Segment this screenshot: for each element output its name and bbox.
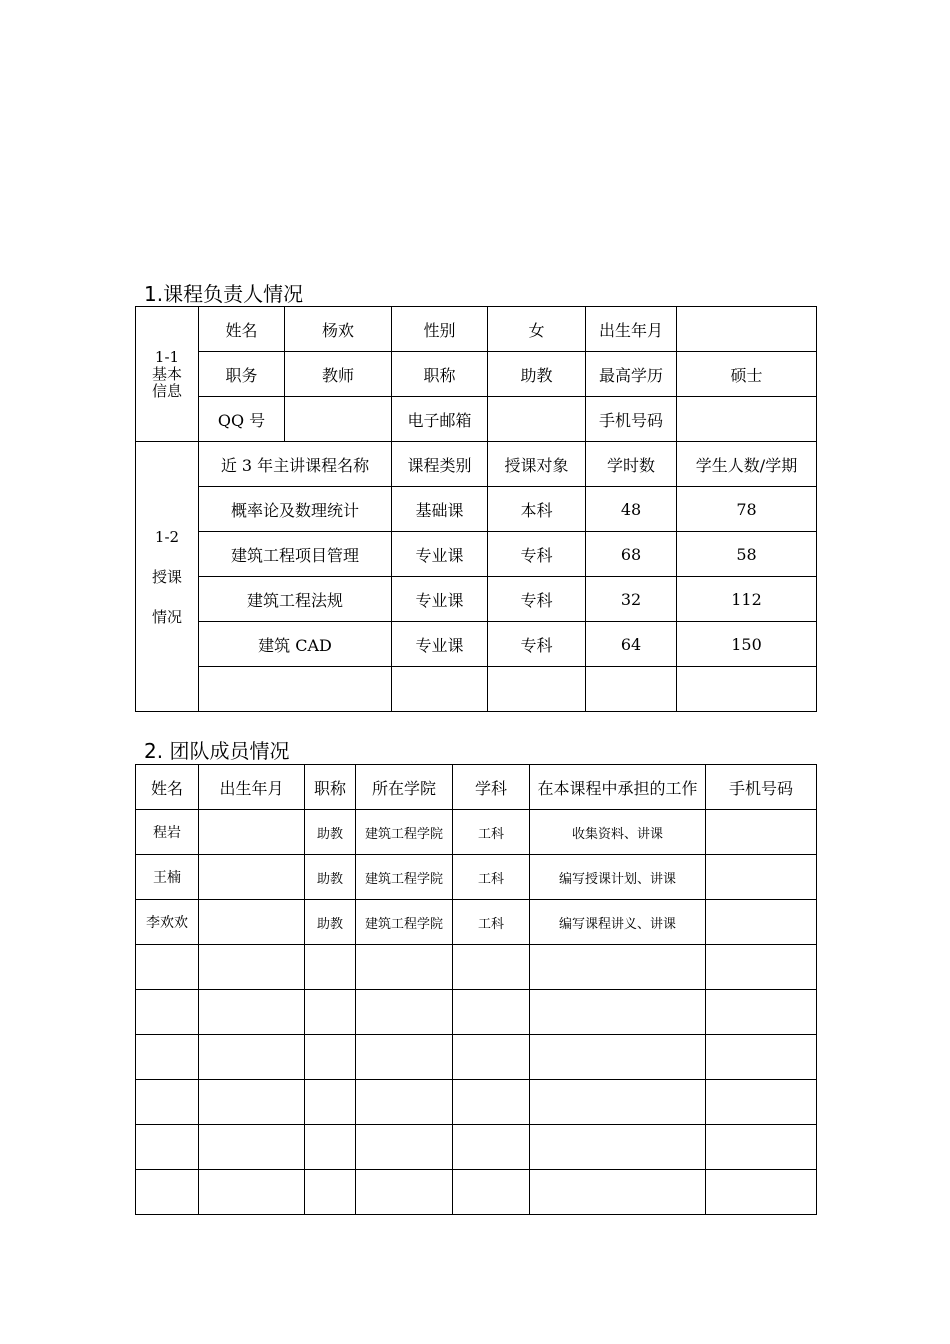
member-title	[305, 1080, 356, 1125]
member-name: 李欢欢	[136, 900, 199, 945]
header-birth: 出生年月	[199, 765, 305, 810]
qq-label: QQ 号	[199, 397, 285, 442]
member-birth	[199, 810, 305, 855]
course-type-cell: 专业课	[392, 577, 488, 622]
teaching-header-row	[136, 442, 817, 487]
students-cell: 78	[677, 487, 817, 532]
name-label: 姓名	[199, 307, 285, 352]
member-birth	[199, 1170, 305, 1215]
audience-cell	[488, 667, 586, 712]
audience-cell: 专科	[488, 532, 586, 577]
member-college	[356, 1080, 453, 1125]
name-value: 杨欢	[285, 307, 392, 352]
basic-info-row-1	[136, 307, 817, 352]
phone-label: 手机号码	[586, 397, 677, 442]
member-duty	[530, 945, 706, 990]
section2-title: 2. 团队成员情况	[144, 739, 290, 763]
member-duty	[530, 1080, 706, 1125]
member-duty	[530, 990, 706, 1035]
member-discipline: 工科	[453, 810, 530, 855]
member-name	[136, 1170, 199, 1215]
member-title	[305, 1170, 356, 1215]
team-row	[136, 990, 817, 1035]
hours-cell: 48	[586, 487, 677, 532]
header-discipline: 学科	[453, 765, 530, 810]
header-duty: 在本课程中承担的工作	[530, 765, 706, 810]
header-name: 姓名	[136, 765, 199, 810]
member-duty	[530, 1170, 706, 1215]
teaching-row	[136, 532, 817, 577]
member-birth	[199, 855, 305, 900]
gender-label: 性别	[392, 307, 488, 352]
member-name	[136, 990, 199, 1035]
audience-cell: 本科	[488, 487, 586, 532]
course-type-cell	[392, 667, 488, 712]
course-name-cell: 建筑工程法规	[199, 577, 392, 622]
member-college: 建筑工程学院	[356, 900, 453, 945]
header-course-name: 近 3 年主讲课程名称	[199, 442, 392, 487]
course-name-cell: 建筑 CAD	[199, 622, 392, 667]
member-duty	[530, 1125, 706, 1170]
member-college	[356, 1125, 453, 1170]
member-phone	[706, 1170, 817, 1215]
students-cell: 58	[677, 532, 817, 577]
member-duty: 编写课程讲义、讲课	[530, 900, 706, 945]
birth-value	[677, 307, 817, 352]
qq-value	[285, 397, 392, 442]
course-name-cell	[199, 667, 392, 712]
course-name-cell: 建筑工程项目管理	[199, 532, 392, 577]
teaching-label-line: 1-2	[154, 527, 180, 546]
team-row	[136, 945, 817, 990]
member-discipline	[453, 1125, 530, 1170]
basic-info-label-line: 信息	[151, 381, 182, 400]
member-phone	[706, 990, 817, 1035]
member-college	[356, 990, 453, 1035]
degree-value: 硕士	[677, 352, 817, 397]
title-label: 职称	[392, 352, 488, 397]
member-name	[136, 1035, 199, 1080]
course-type-cell: 专业课	[392, 622, 488, 667]
course-type-cell: 基础课	[392, 487, 488, 532]
teaching-label-line: 情况	[151, 607, 182, 626]
member-name	[136, 1080, 199, 1125]
header-course-type: 课程类别	[392, 442, 488, 487]
member-birth	[199, 1035, 305, 1080]
audience-cell: 专科	[488, 577, 586, 622]
team-row	[136, 1125, 817, 1170]
position-label: 职务	[199, 352, 285, 397]
team-row	[136, 810, 817, 855]
teaching-label-line: 授课	[151, 567, 182, 586]
students-cell: 112	[677, 577, 817, 622]
course-leader-table	[135, 306, 817, 712]
member-discipline	[453, 990, 530, 1035]
birth-label: 出生年月	[586, 307, 677, 352]
member-title: 助教	[305, 810, 356, 855]
member-name	[136, 945, 199, 990]
audience-cell: 专科	[488, 622, 586, 667]
member-birth	[199, 990, 305, 1035]
basic-info-row-2	[136, 352, 817, 397]
teaching-row	[136, 577, 817, 622]
member-discipline	[453, 1170, 530, 1215]
member-title	[305, 945, 356, 990]
section1-title: 1.课程负责人情况	[144, 282, 304, 306]
course-type-cell: 专业课	[392, 532, 488, 577]
member-college	[356, 945, 453, 990]
member-college: 建筑工程学院	[356, 810, 453, 855]
member-phone	[706, 1035, 817, 1080]
member-discipline: 工科	[453, 900, 530, 945]
header-phone: 手机号码	[706, 765, 817, 810]
member-name: 王楠	[136, 855, 199, 900]
header-hours: 学时数	[586, 442, 677, 487]
basic-info-label-line: 1-1	[154, 347, 180, 366]
team-row	[136, 855, 817, 900]
member-phone	[706, 1125, 817, 1170]
team-row	[136, 1080, 817, 1125]
position-value: 教师	[285, 352, 392, 397]
member-birth	[199, 1125, 305, 1170]
students-cell	[677, 667, 817, 712]
hours-cell: 32	[586, 577, 677, 622]
member-college	[356, 1170, 453, 1215]
member-college	[356, 1035, 453, 1080]
header-college: 所在学院	[356, 765, 453, 810]
email-value	[488, 397, 586, 442]
team-header-row	[136, 765, 817, 810]
member-duty: 编写授课计划、讲课	[530, 855, 706, 900]
basic-info-label	[136, 307, 199, 442]
team-members-table	[135, 764, 817, 1215]
member-phone	[706, 900, 817, 945]
member-duty: 收集资料、讲课	[530, 810, 706, 855]
title-value: 助教	[488, 352, 586, 397]
member-college: 建筑工程学院	[356, 855, 453, 900]
member-discipline	[453, 1035, 530, 1080]
students-cell: 150	[677, 622, 817, 667]
member-name: 程岩	[136, 810, 199, 855]
degree-label: 最高学历	[586, 352, 677, 397]
member-birth	[199, 945, 305, 990]
member-discipline	[453, 1080, 530, 1125]
team-row	[136, 900, 817, 945]
team-row	[136, 1170, 817, 1215]
member-title: 助教	[305, 900, 356, 945]
hours-cell: 64	[586, 622, 677, 667]
member-phone	[706, 855, 817, 900]
header-audience: 授课对象	[488, 442, 586, 487]
hours-cell: 68	[586, 532, 677, 577]
teaching-row	[136, 487, 817, 532]
member-birth	[199, 1080, 305, 1125]
member-discipline: 工科	[453, 855, 530, 900]
member-phone	[706, 945, 817, 990]
teaching-row	[136, 667, 817, 712]
member-duty	[530, 1035, 706, 1080]
gender-value: 女	[488, 307, 586, 352]
teaching-row	[136, 622, 817, 667]
member-title	[305, 1035, 356, 1080]
member-name	[136, 1125, 199, 1170]
email-label: 电子邮箱	[392, 397, 488, 442]
header-title: 职称	[305, 765, 356, 810]
header-students: 学生人数/学期	[677, 442, 817, 487]
phone-value	[677, 397, 817, 442]
course-name-cell: 概率论及数理统计	[199, 487, 392, 532]
member-phone	[706, 1080, 817, 1125]
hours-cell	[586, 667, 677, 712]
member-title	[305, 1125, 356, 1170]
member-phone	[706, 810, 817, 855]
team-row	[136, 1035, 817, 1080]
basic-info-row-3	[136, 397, 817, 442]
basic-info-label-line: 基本	[151, 364, 182, 383]
member-birth	[199, 900, 305, 945]
member-discipline	[453, 945, 530, 990]
member-title: 助教	[305, 855, 356, 900]
teaching-label	[136, 442, 199, 712]
member-title	[305, 990, 356, 1035]
